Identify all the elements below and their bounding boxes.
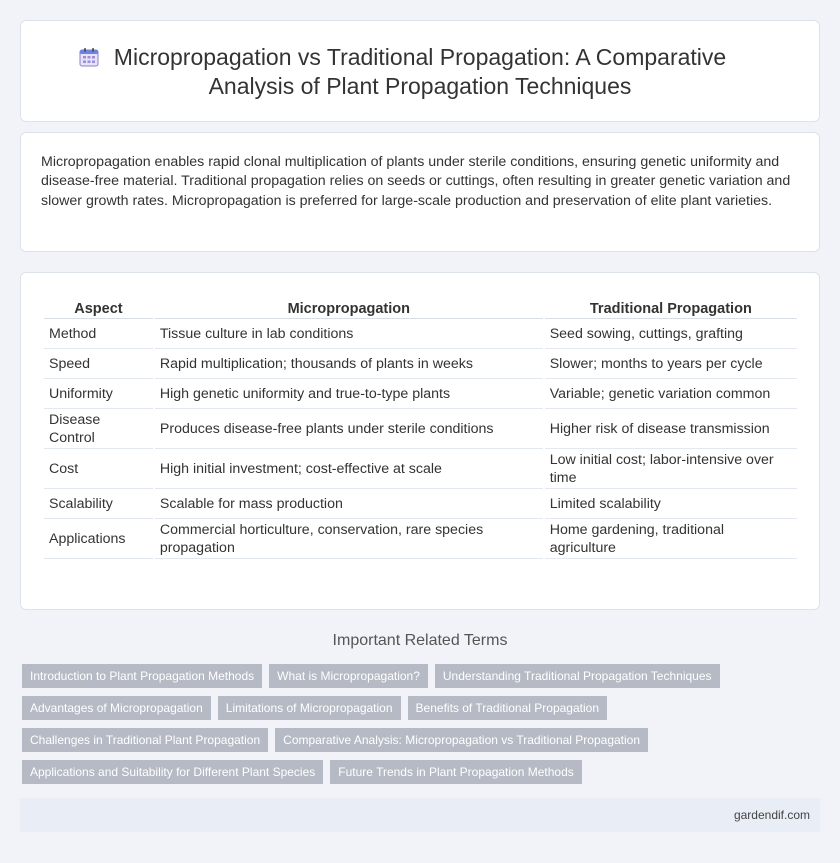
footer-site-link[interactable]: gardendif.com [733,808,810,822]
cell-traditional: Higher risk of disease transmission [545,409,797,449]
cell-aspect: Scalability [44,489,153,519]
cell-traditional: Low initial cost; labor-intensive over time [545,449,797,489]
cell-aspect: Method [44,319,153,349]
table-row [44,409,797,449]
cell-aspect: Uniformity [44,379,153,409]
cell-aspect: Disease Control [44,409,153,449]
term-tag[interactable]: Applications and Suitability for Different Plant Species [22,760,323,784]
related-terms-row [22,760,822,784]
related-terms-row [22,664,822,688]
cell-micropropagation: High genetic uniformity and true-to-type plants [155,379,543,409]
cell-traditional: Slower; months to years per cycle [545,349,797,379]
cell-aspect: Speed [44,349,153,379]
cell-micropropagation: Commercial horticulture, conservation, rare species propagation [155,519,543,559]
related-terms [22,664,822,792]
table-row [44,349,797,379]
page-title-line-1: Micropropagation vs Traditional Propagation: A Comparative [113,44,727,70]
related-terms-title: Important Related Terms [332,632,508,649]
table-row [44,379,797,409]
term-tag[interactable]: Comparative Analysis: Micropropagation vs Traditional Propagation [275,728,648,752]
term-tag[interactable]: Understanding Traditional Propagation Techniques [435,664,720,688]
page-title-line-2: Analysis of Plant Propagation Techniques [208,73,632,99]
cell-traditional: Seed sowing, cuttings, grafting [545,319,797,349]
term-tag[interactable]: Future Trends in Plant Propagation Methods [330,760,581,784]
comparison-table-card [20,272,820,610]
cell-traditional: Home gardening, traditional agriculture [545,519,797,559]
cell-micropropagation: Rapid multiplication; thousands of plants in weeks [155,349,543,379]
cell-micropropagation: Produces disease-free plants under sterile conditions [155,409,543,449]
comparison-table [42,295,799,559]
intro-paragraph: Micropropagation enables rapid clonal multiplication of plants under sterile conditions, ensuring genetic uniformity and disease-free material. Traditional propagation relies on seeds or cuttings, often resulting in greater genetic variation and slower growth rates. Micropropagation is preferred for large-scale production and preservation of elite plant varieties. [41,154,791,209]
table-row [44,519,797,559]
header-aspect: Aspect [44,295,153,319]
related-terms-row [22,728,822,752]
cell-aspect: Cost [44,449,153,489]
cell-aspect: Applications [44,519,153,559]
cell-micropropagation: Scalable for mass production [155,489,543,519]
term-tag[interactable]: Advantages of Micropropagation [22,696,211,720]
term-tag[interactable]: What is Micropropagation? [269,664,428,688]
table-row [44,489,797,519]
header-micropropagation: Micropropagation [155,295,543,319]
term-tag[interactable]: Introduction to Plant Propagation Methods [22,664,262,688]
intro-card [20,132,820,252]
table-row [44,449,797,489]
page-title [21,43,819,101]
cell-traditional: Variable; genetic variation common [545,379,797,409]
footer [20,798,820,832]
table-row [44,319,797,349]
header-traditional: Traditional Propagation [545,295,797,319]
title-card [20,20,820,122]
term-tag[interactable]: Limitations of Micropropagation [218,696,401,720]
term-tag[interactable]: Benefits of Traditional Propagation [408,696,607,720]
cell-micropropagation: Tissue culture in lab conditions [155,319,543,349]
related-terms-row [22,696,822,720]
cell-traditional: Limited scalability [545,489,797,519]
term-tag[interactable]: Challenges in Traditional Plant Propagation [22,728,268,752]
cell-micropropagation: High initial investment; cost-effective at scale [155,449,543,489]
